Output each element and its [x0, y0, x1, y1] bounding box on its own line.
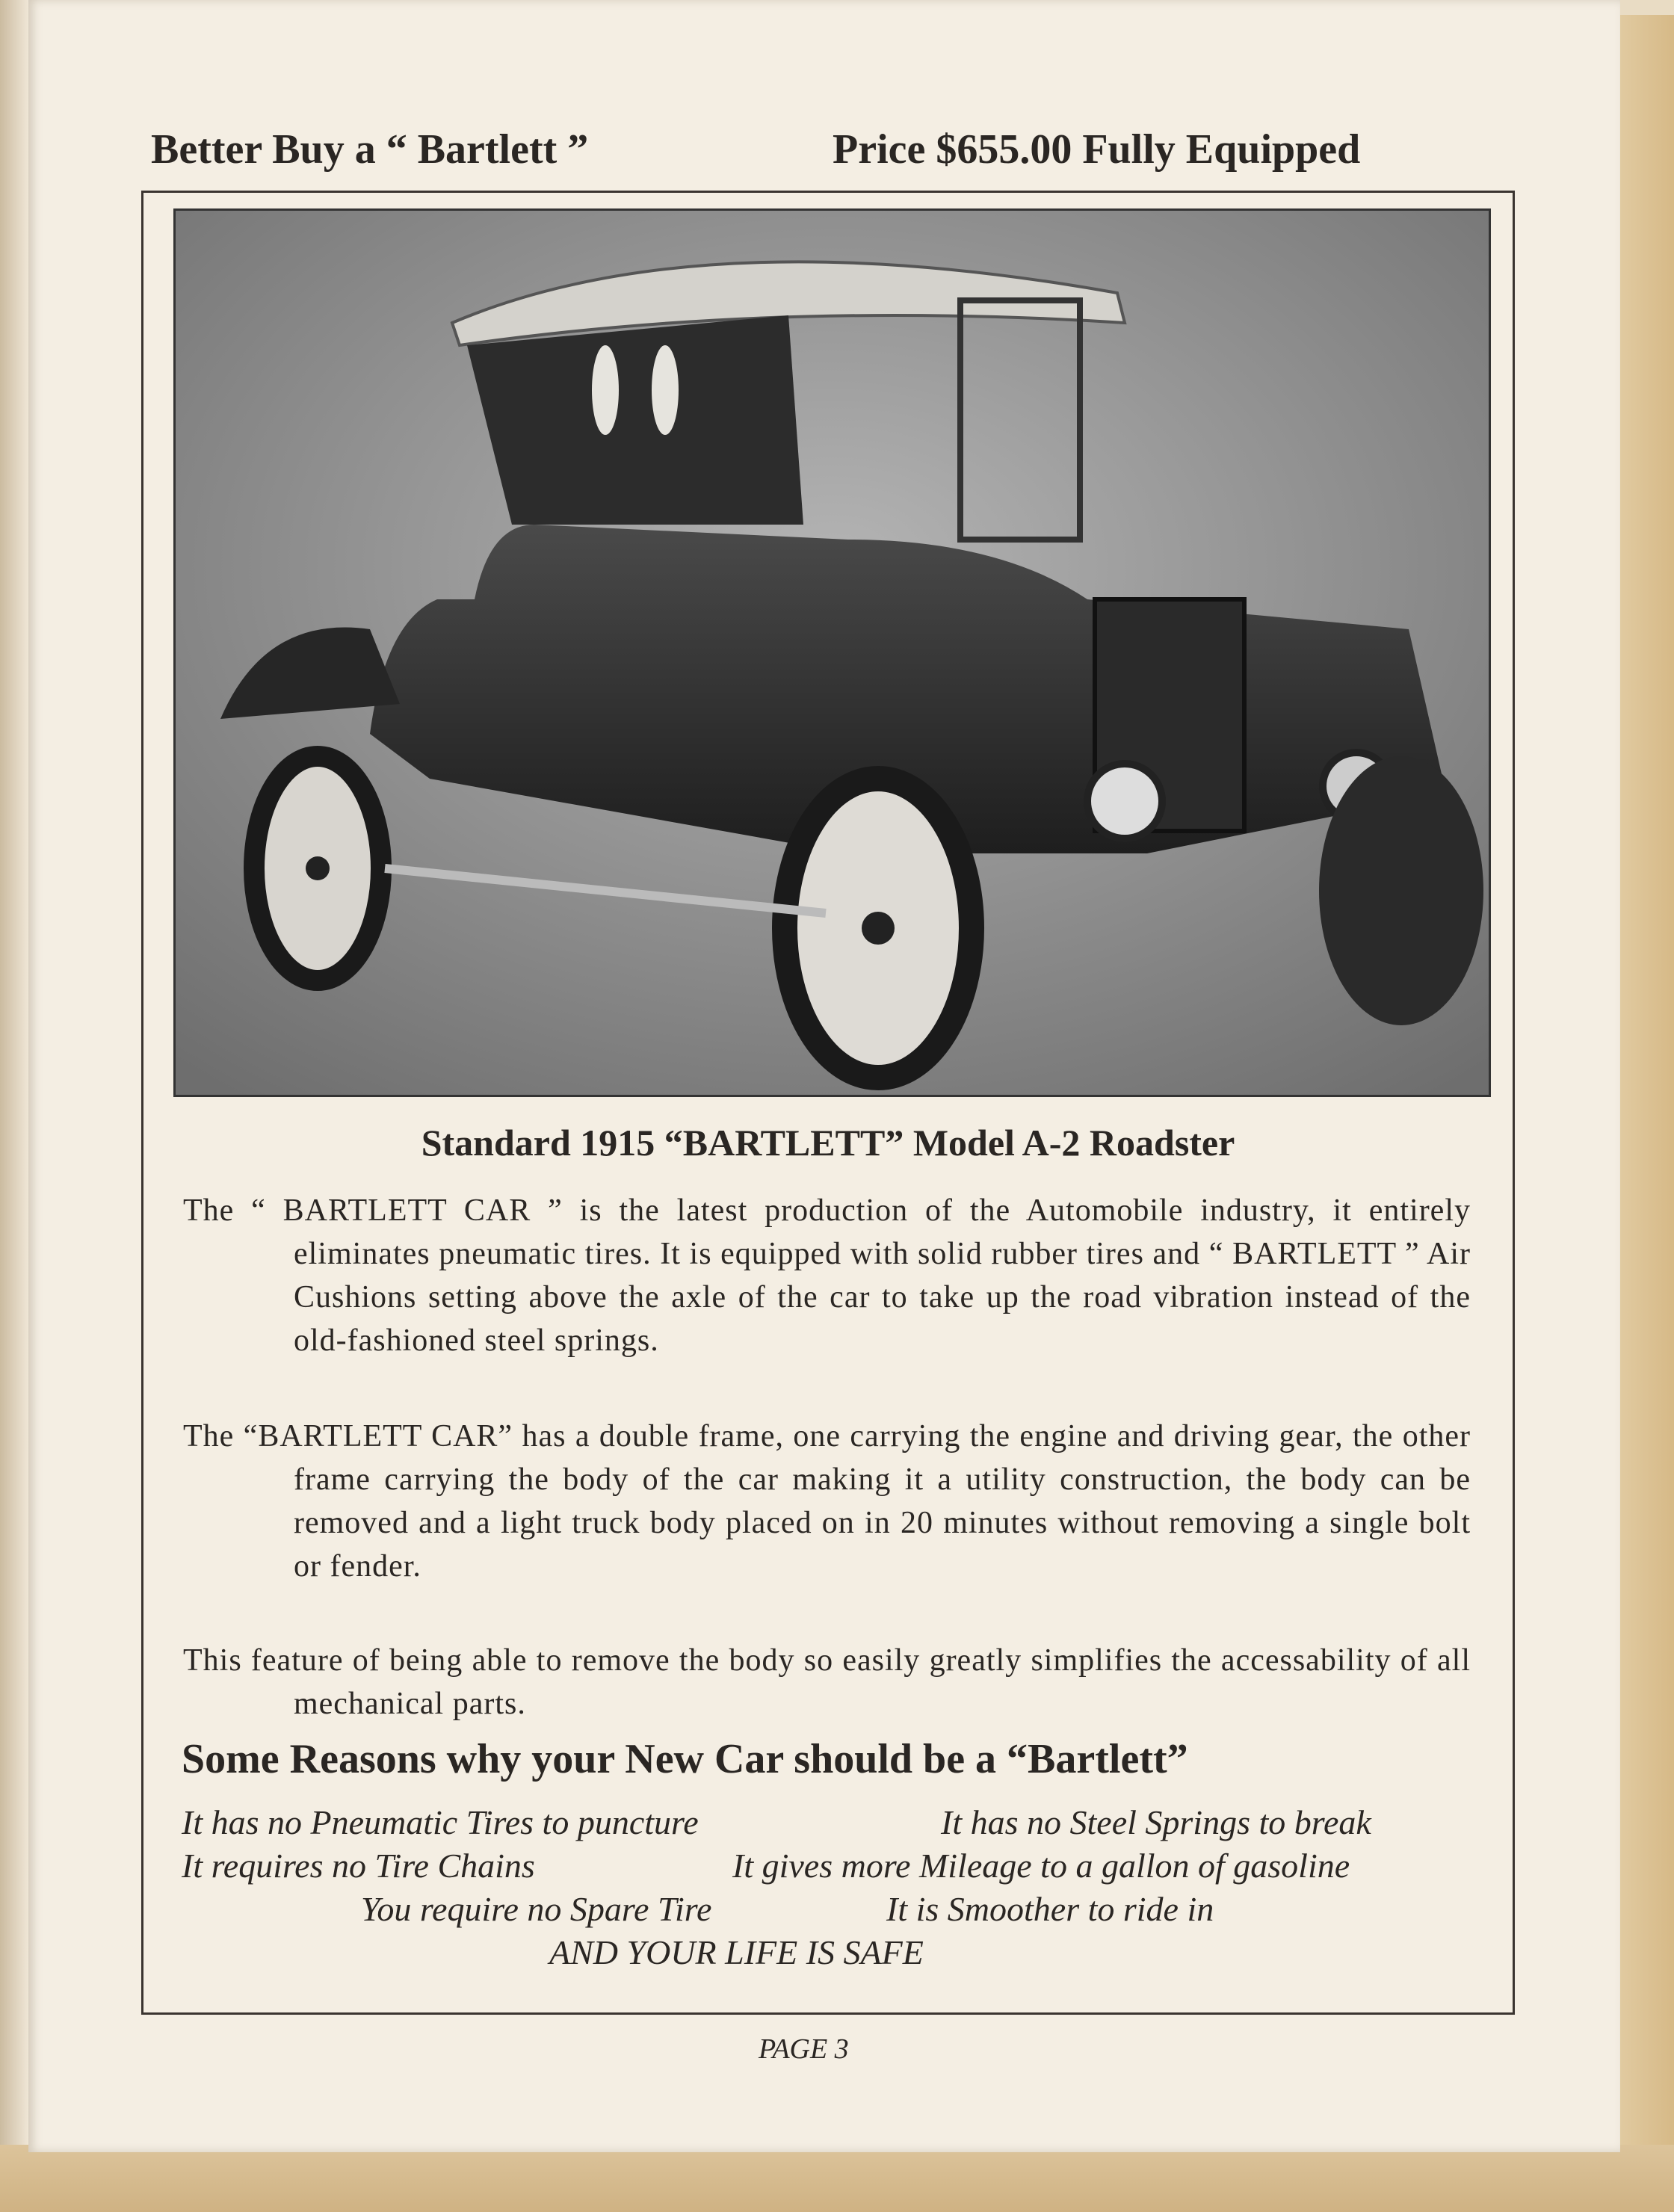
page-edge-bottom: [0, 2145, 1674, 2212]
reason-item: It requires no Tire Chains: [182, 1847, 535, 1885]
reason-item: You require no Spare Tire: [361, 1890, 712, 1928]
reason-item: It is Smoother to ride in: [886, 1890, 1214, 1928]
reason-item: It has no Steel Springs to break: [941, 1803, 1371, 1841]
reasons-heading: Some Reasons why your New Car should be a “Bartlett”: [182, 1736, 1188, 1782]
paragraph: The “ BARTLETT CAR ” is the latest production of the Automobile industry, it entirely eliminates pneumatic tires. It is equipped with solid rubber tires and “ BARTLETT ” Air Cushions setting above the axle of the car to take up the road vibration instead of the old-fashioned steel springs.: [183, 1193, 1471, 1358]
page-edge-right: [1614, 15, 1674, 2212]
photo-caption: Standard 1915 “BARTLETT” Model A-2 Roadster: [421, 1122, 1235, 1164]
reasons-closing: AND YOUR LIFE IS SAFE: [549, 1933, 924, 1971]
header-slogan: Better Buy a “ Bartlett ”: [151, 126, 589, 173]
page-number: PAGE 3: [759, 2033, 849, 2065]
reason-item: It has no Pneumatic Tires to puncture: [182, 1803, 699, 1841]
paragraph: This feature of being able to remove the body so easily greatly simplifies the accessability of all mechanical parts.: [183, 1643, 1471, 1721]
reason-item: It gives more Mileage to a gallon of gasoline: [732, 1847, 1350, 1885]
header-price: Price $655.00 Fully Equipped: [833, 126, 1361, 173]
page-binding-edge: [0, 0, 28, 2212]
paragraph: The “BARTLETT CAR” has a double frame, one carrying the engine and driving gear, the other frame carrying the body of the car making it a utility construction, the body can be removed and a light truck body placed on in 20 minutes without removing a single bolt or fender.: [183, 1419, 1471, 1584]
car-photo: [173, 208, 1491, 1097]
